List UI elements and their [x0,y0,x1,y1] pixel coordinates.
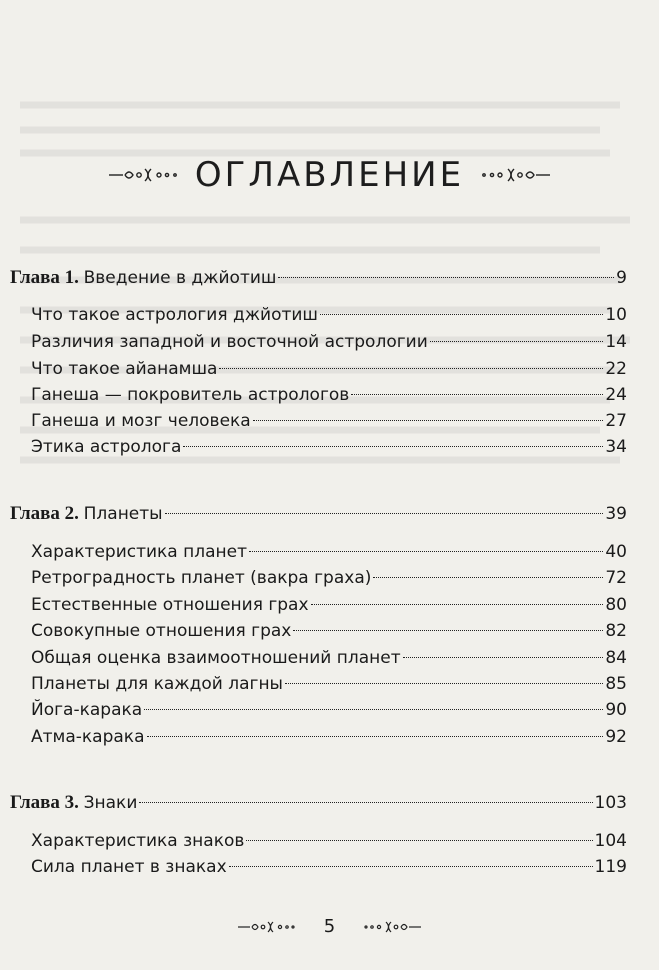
toc-item[interactable] [31,829,627,853]
chapter-page-3: 103 [594,793,627,813]
toc-chapter-2[interactable] [10,502,627,526]
dot-leader [229,866,593,867]
toc-item[interactable] [31,593,627,617]
toc-item-page: 104 [594,831,627,851]
page-footer [0,916,659,937]
chapter-title-3 [10,791,137,815]
heading-row [0,155,659,195]
dot-leader [147,736,604,737]
toc-item[interactable] [31,698,627,722]
dot-leader [430,341,604,342]
dot-leader [139,802,592,803]
toc-item-page: 119 [594,857,627,877]
toc-item-page: 72 [605,568,627,588]
toc-chapter-1[interactable] [10,266,627,290]
dot-leader [285,683,603,684]
toc-item-title: Характеристика планет [31,542,248,562]
chapter-label-3: Глава 3. [10,792,79,813]
toc-item[interactable] [31,330,627,354]
footer-right-ornament-icon [361,919,421,935]
toc-item-page: 90 [605,700,627,720]
toc-item-title: Естественные отношения грах [31,595,309,615]
toc-item[interactable] [31,435,627,459]
toc-item-page: 22 [605,359,627,379]
toc-item-page: 27 [605,411,627,431]
toc-item-title: Сила планет в знаках [31,857,227,877]
toc-item-page: 14 [605,332,627,352]
toc-item-page: 40 [605,542,627,562]
chapter-name-2: Планеты [83,504,163,524]
dot-leader [183,446,603,447]
toc-item-title: Йога-карака [31,700,143,720]
dot-leader [219,368,603,369]
toc-item[interactable] [31,383,627,407]
toc-item-title: Различия западной и восточной астрологии [31,332,428,352]
chapter-page-1: 9 [616,268,627,288]
toc-chapter-3[interactable] [10,791,627,815]
toc-item-page: 92 [605,727,627,747]
toc-item[interactable] [31,646,627,670]
toc-item[interactable] [31,540,627,564]
dot-leader [253,420,604,421]
dot-leader [165,513,604,514]
dot-leader [311,604,604,605]
toc-item[interactable] [31,619,627,643]
toc-item-page: 82 [605,621,627,641]
toc-item-title: Ганеша и мозг человека [31,411,251,431]
left-ornament-icon [109,165,181,185]
toc-item-title: Ганеша — покровитель астрологов [31,385,350,405]
toc-item-title: Общая оценка взаимоотношений планет [31,648,401,668]
toc-item-title: Что такое астрология джйотиш [31,305,318,325]
toc-item-title: Атма-карака [31,727,145,747]
page-number: 5 [323,916,336,937]
chapter-label-1: Глава 1. [10,267,79,288]
dot-leader [351,394,603,395]
dot-leader [293,630,603,631]
dot-leader [373,577,603,578]
toc-item-title: Характеристика знаков [31,831,245,851]
toc-item[interactable] [31,566,627,590]
right-ornament-icon [478,165,550,185]
chapter-name-1: Введение в джйотиш [83,268,277,288]
dot-leader [144,709,603,710]
chapter-label-2: Глава 2. [10,503,79,524]
page-title: ОГЛАВЛЕНИЕ [194,155,465,195]
dot-leader [246,840,592,841]
toc-item[interactable] [31,357,627,381]
toc-item-title: Планеты для каждой лагны [31,674,283,694]
dot-leader [278,277,614,278]
toc-item[interactable] [31,725,627,749]
toc-item-page: 34 [605,437,627,457]
dot-leader [320,314,603,315]
toc-item[interactable] [31,303,627,327]
dot-leader [403,657,604,658]
toc-item-page: 84 [605,648,627,668]
footer-left-ornament-icon [238,919,298,935]
toc-item-title: Что такое айанамша [31,359,218,379]
toc-item-page: 85 [605,674,627,694]
toc-item-page: 24 [605,385,627,405]
toc-item-title: Совокупные отношения грах [31,621,292,641]
toc-item[interactable] [31,672,627,696]
toc-item-title: Этика астролога [31,437,182,457]
chapter-title-2 [10,502,163,526]
toc-item[interactable] [31,855,627,879]
dot-leader [249,551,603,552]
chapter-name-3: Знаки [83,793,138,813]
toc-item-page: 80 [605,595,627,615]
toc-item[interactable] [31,409,627,433]
chapter-page-2: 39 [605,504,627,524]
toc-item-title: Ретроградность планет (вакра граха) [31,568,372,588]
toc-item-page: 10 [605,305,627,325]
chapter-title-1 [10,266,276,290]
